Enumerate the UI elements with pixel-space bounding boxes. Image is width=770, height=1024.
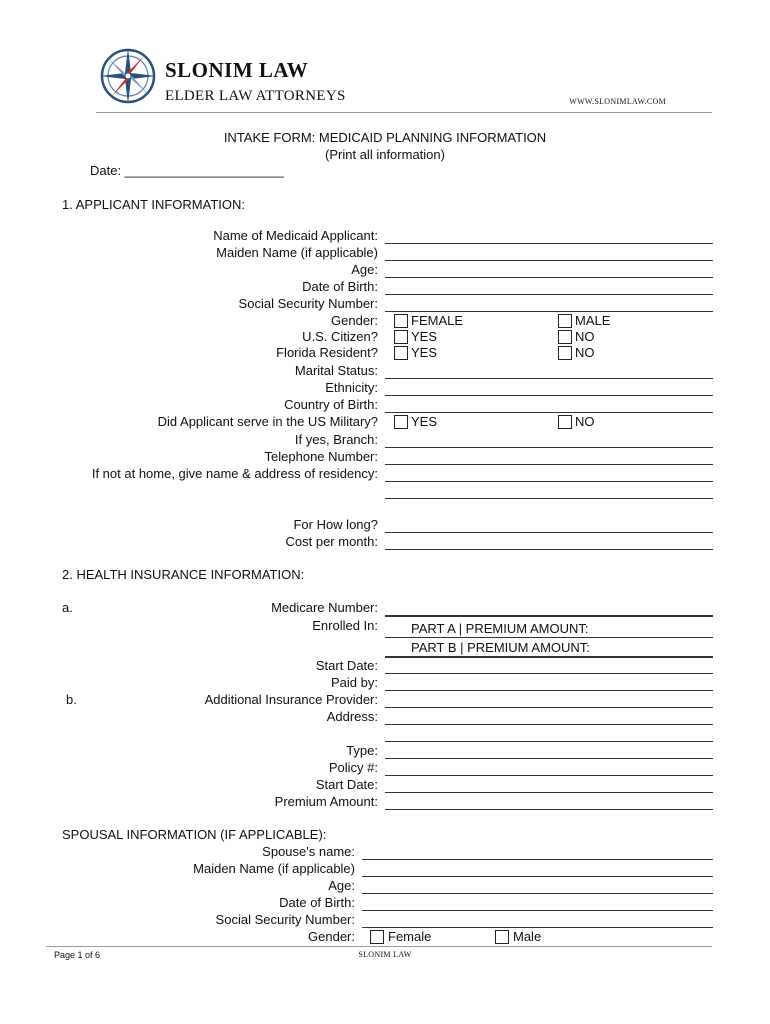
field-label: Premium Amount: bbox=[274, 794, 378, 809]
resident-yes-checkbox[interactable] bbox=[394, 346, 408, 360]
spouse-name-input[interactable] bbox=[362, 859, 713, 860]
option-label: Male bbox=[513, 929, 542, 944]
field-label: Gender: bbox=[308, 929, 355, 944]
insurance-provider-input[interactable] bbox=[385, 707, 713, 708]
field-label: If yes, Branch: bbox=[294, 432, 378, 447]
spouse-dob-input[interactable] bbox=[362, 910, 713, 911]
part-b-premium-label: PART B | PREMIUM AMOUNT: bbox=[411, 640, 590, 655]
field-label: Paid by: bbox=[331, 675, 378, 690]
option-label: NO bbox=[575, 414, 595, 429]
section-health-heading: 2. HEALTH INSURANCE INFORMATION: bbox=[62, 567, 305, 582]
military-yes-checkbox[interactable] bbox=[394, 415, 408, 429]
medicare-number-input[interactable] bbox=[385, 615, 713, 617]
website-link[interactable]: WWW.SLONIMLAW.COM bbox=[569, 97, 666, 106]
field-label: Type: bbox=[346, 743, 378, 758]
footer-firm-name: SLONIM LAW bbox=[358, 950, 412, 959]
spouse-ssn-input[interactable] bbox=[362, 927, 713, 928]
paid-by-input[interactable] bbox=[385, 690, 713, 691]
subsection-b-label: b. bbox=[66, 692, 77, 707]
field-label: Policy #: bbox=[328, 760, 378, 775]
footer-divider bbox=[46, 946, 712, 947]
telephone-input[interactable] bbox=[385, 464, 713, 465]
insurance-address-input[interactable] bbox=[385, 724, 713, 725]
insurance-type-input[interactable] bbox=[385, 758, 713, 759]
option-label: NO bbox=[575, 329, 595, 344]
date-field[interactable]: Date: ______________________ bbox=[90, 163, 284, 178]
citizen-yes-checkbox[interactable] bbox=[394, 330, 408, 344]
how-long-input[interactable] bbox=[385, 532, 713, 533]
option-label: YES bbox=[411, 414, 438, 429]
residency-input-line-2[interactable] bbox=[385, 498, 713, 499]
option-label: MALE bbox=[575, 313, 611, 328]
cost-per-month-input[interactable] bbox=[385, 549, 713, 550]
spouse-male-checkbox[interactable] bbox=[495, 930, 509, 944]
field-label: Did Applicant serve in the US Military? bbox=[157, 414, 378, 429]
age-input[interactable] bbox=[385, 277, 713, 278]
field-label: Date of Birth: bbox=[302, 279, 378, 294]
field-label: U.S. Citizen? bbox=[302, 329, 378, 344]
field-label: Age: bbox=[328, 878, 355, 893]
male-checkbox[interactable] bbox=[558, 314, 572, 328]
firm-subtitle: ELDER LAW ATTORNEYS bbox=[165, 88, 346, 104]
field-label: For How long? bbox=[293, 517, 378, 532]
field-label: Social Security Number: bbox=[238, 296, 378, 311]
female-checkbox[interactable] bbox=[394, 314, 408, 328]
field-label: Additional Insurance Provider: bbox=[204, 692, 378, 707]
header-divider bbox=[96, 112, 712, 113]
policy-start-date-input[interactable] bbox=[385, 792, 713, 793]
field-label: Country of Birth: bbox=[284, 397, 378, 412]
section-applicant-heading: 1. APPLICANT INFORMATION: bbox=[62, 197, 245, 212]
branch-input[interactable] bbox=[385, 447, 713, 448]
page-number: Page 1 of 6 bbox=[54, 950, 101, 960]
premium-amount-input[interactable] bbox=[385, 809, 713, 810]
maiden-name-input[interactable] bbox=[385, 260, 713, 261]
field-label: If not at home, give name & address of residency: bbox=[91, 466, 378, 481]
ssn-input[interactable] bbox=[385, 311, 713, 312]
field-label: Enrolled In: bbox=[312, 618, 378, 633]
field-label: Gender: bbox=[331, 313, 378, 328]
form-title: INTAKE FORM: MEDICAID PLANNING INFORMATION bbox=[223, 130, 547, 145]
option-label: Female bbox=[388, 929, 432, 944]
spouse-maiden-name-input[interactable] bbox=[362, 876, 713, 877]
field-label: Florida Resident? bbox=[276, 345, 378, 360]
ethnicity-input[interactable] bbox=[385, 395, 713, 396]
field-label: Cost per month: bbox=[285, 534, 378, 549]
compass-rose-icon bbox=[96, 44, 160, 108]
field-label: Address: bbox=[326, 709, 378, 724]
field-label: Spouse's name: bbox=[262, 844, 355, 859]
medicare-start-date-input[interactable] bbox=[385, 673, 713, 674]
field-label: Maiden Name (if applicable) bbox=[216, 245, 378, 260]
field-label: Medicare Number: bbox=[271, 600, 378, 615]
spouse-female-checkbox[interactable] bbox=[370, 930, 384, 944]
field-label: Date of Birth: bbox=[279, 895, 355, 910]
field-label: Marital Status: bbox=[294, 363, 378, 378]
military-no-checkbox[interactable] bbox=[558, 415, 572, 429]
field-label: Maiden Name (if applicable) bbox=[193, 861, 355, 876]
field-label: Age: bbox=[351, 262, 378, 277]
field-label: Social Security Number: bbox=[215, 912, 355, 927]
option-label: YES bbox=[411, 329, 438, 344]
policy-number-input[interactable] bbox=[385, 775, 713, 776]
insurance-address-input-line-2[interactable] bbox=[385, 741, 713, 742]
subsection-a-label: a. bbox=[62, 600, 73, 615]
field-label: Ethnicity: bbox=[325, 380, 378, 395]
field-label: Start Date: bbox=[315, 658, 378, 673]
option-label: FEMALE bbox=[411, 313, 464, 328]
part-b-premium-input[interactable] bbox=[385, 656, 713, 658]
option-label: YES bbox=[411, 345, 438, 360]
residency-input[interactable] bbox=[385, 481, 713, 482]
dob-input[interactable] bbox=[385, 294, 713, 295]
field-label: Start Date: bbox=[315, 777, 378, 792]
field-label: Name of Medicaid Applicant: bbox=[213, 228, 378, 243]
firm-name: SLONIM LAW bbox=[165, 58, 309, 82]
spouse-age-input[interactable] bbox=[362, 893, 713, 894]
form-subtitle: (Print all information) bbox=[325, 147, 445, 162]
applicant-name-input[interactable] bbox=[385, 243, 713, 244]
marital-status-input[interactable] bbox=[385, 378, 713, 379]
option-label: NO bbox=[575, 345, 595, 360]
citizen-no-checkbox[interactable] bbox=[558, 330, 572, 344]
part-a-premium-input[interactable] bbox=[385, 637, 713, 638]
resident-no-checkbox[interactable] bbox=[558, 346, 572, 360]
country-of-birth-input[interactable] bbox=[385, 412, 713, 413]
part-a-premium-label: PART A | PREMIUM AMOUNT: bbox=[411, 621, 589, 636]
section-spousal-heading: SPOUSAL INFORMATION (IF APPLICABLE): bbox=[62, 827, 327, 842]
field-label: Telephone Number: bbox=[264, 449, 378, 464]
